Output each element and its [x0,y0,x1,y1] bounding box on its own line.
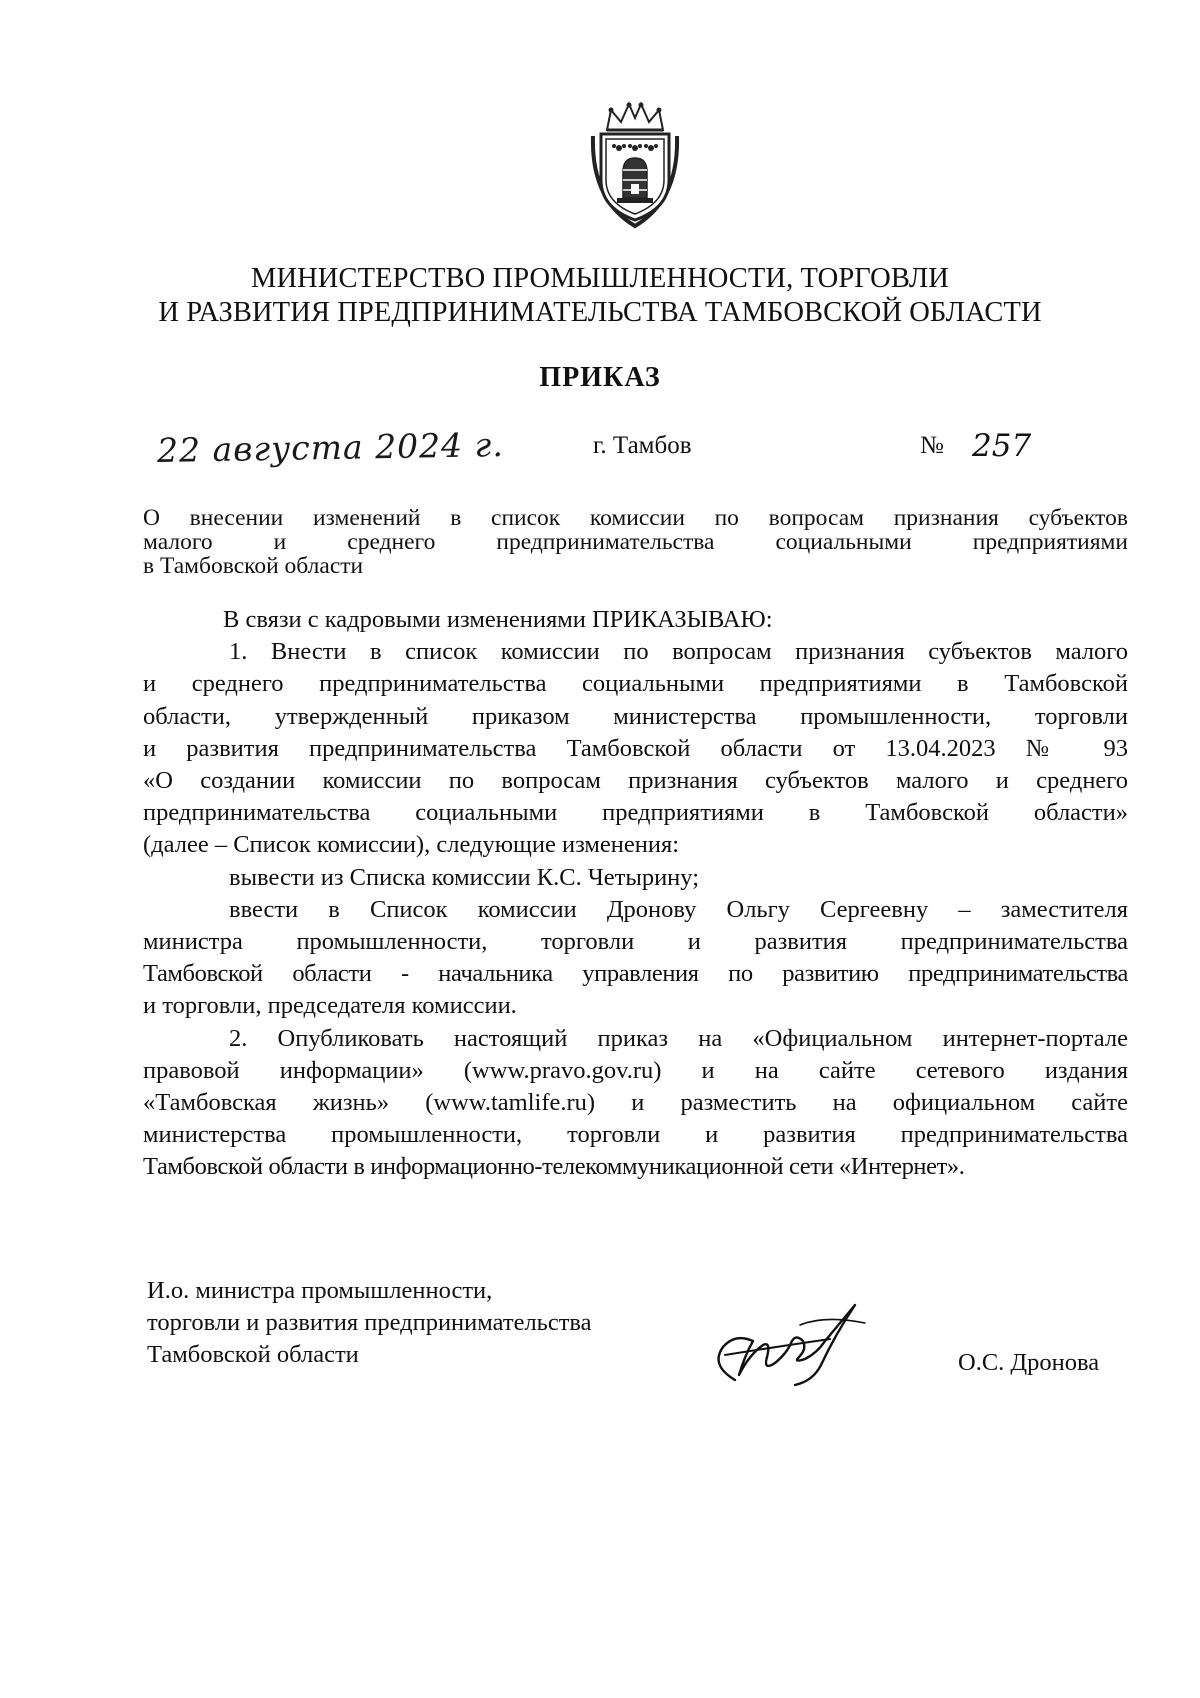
document-type: ПРИКАЗ [539,362,661,393]
handwritten-document-number: 257 [972,428,1032,464]
place-of-issue: г. Тамбов [593,432,692,459]
document-subject [143,506,1128,578]
handwritten-signature-icon [705,1285,885,1400]
body-line: и развития предпринимательства Тамбовской области от 13.04.2023 № 93 [143,734,1128,762]
ministry-line-1: МИНИСТЕРСТВО ПРОМЫШЛЕННОСТИ, ТОРГОВЛИ [251,263,949,294]
body-line: 2. Опубликовать настоящий приказ на «Официальном интернет-портале [229,1024,1128,1052]
signatory-position [147,1275,592,1371]
signatory-position-line-2: торговли и развития предпринимательства [147,1309,592,1336]
body-line: «Тамбовская жизнь» (www.tamlife.ru) и разместить на официальном сайте [143,1089,1128,1117]
ministry-line-2: И РАЗВИТИЯ ПРЕДПРИНИМАТЕЛЬСТВА ТАМБОВСКОЙ ОБЛАСТИ [158,297,1042,328]
signatory-position-line-1: И.о. министра промышленности, [147,1277,493,1304]
body-line: области, утвержденный приказом министерства промышленности, торговли [143,702,1128,730]
number-sign: № [920,432,944,459]
subject-line-1: О внесении изменений в список комиссии по вопросам признания субъектов [143,505,1128,531]
signatory-position-line-3: Тамбовской области [147,1341,359,1368]
body-line: правовой информации» (www.pravo.gov.ru) и на сайте сетевого издания [143,1056,1128,1084]
body-line: «О создании комиссии по вопросам признания субъектов малого и среднего [143,767,1128,795]
tambov-region-coat-of-arms-icon [585,100,685,230]
body-line: (далее – Список комиссии), следующие изменения: [143,831,680,859]
body-line: Тамбовской области - начальника управления по развитию предпринимательства [143,960,1128,988]
body-line: и среднего предпринимательства социальными предприятиями в Тамбовской [143,670,1128,698]
body-line: вывести из Списка комиссии К.С. Четырину; [229,863,700,891]
body-line: и торговли, председателя комиссии. [143,992,517,1020]
body-line: 1. Внести в список комиссии по вопросам признания субъектов малого [229,638,1128,666]
document-body [143,604,1128,1184]
body-line: министерства промышленности, торговли и развития предпринимательства [143,1121,1128,1149]
body-line: предпринимательства социальными предприятиями в Тамбовской области» [143,799,1128,827]
body-line: ввести в Список комиссии Дронову Ольгу Сергеевну – заместителя [229,895,1128,923]
signatory-name: О.С. Дронова [958,1349,1100,1376]
ministry-name [0,262,1200,330]
subject-line-2: малого и среднего предпринимательства социальными предприятиями [143,529,1128,555]
body-line: Тамбовской области в информационно-телекоммуникационной сети «Интернет». [143,1153,965,1181]
subject-line-3: в Тамбовской области [143,553,364,579]
body-line: министра промышленности, торговли и развития предпринимательства [143,928,1128,956]
body-line: В связи с кадровыми изменениями ПРИКАЗЫВАЮ: [223,606,773,633]
handwritten-date: 22 августа 2024 г. [156,424,505,471]
